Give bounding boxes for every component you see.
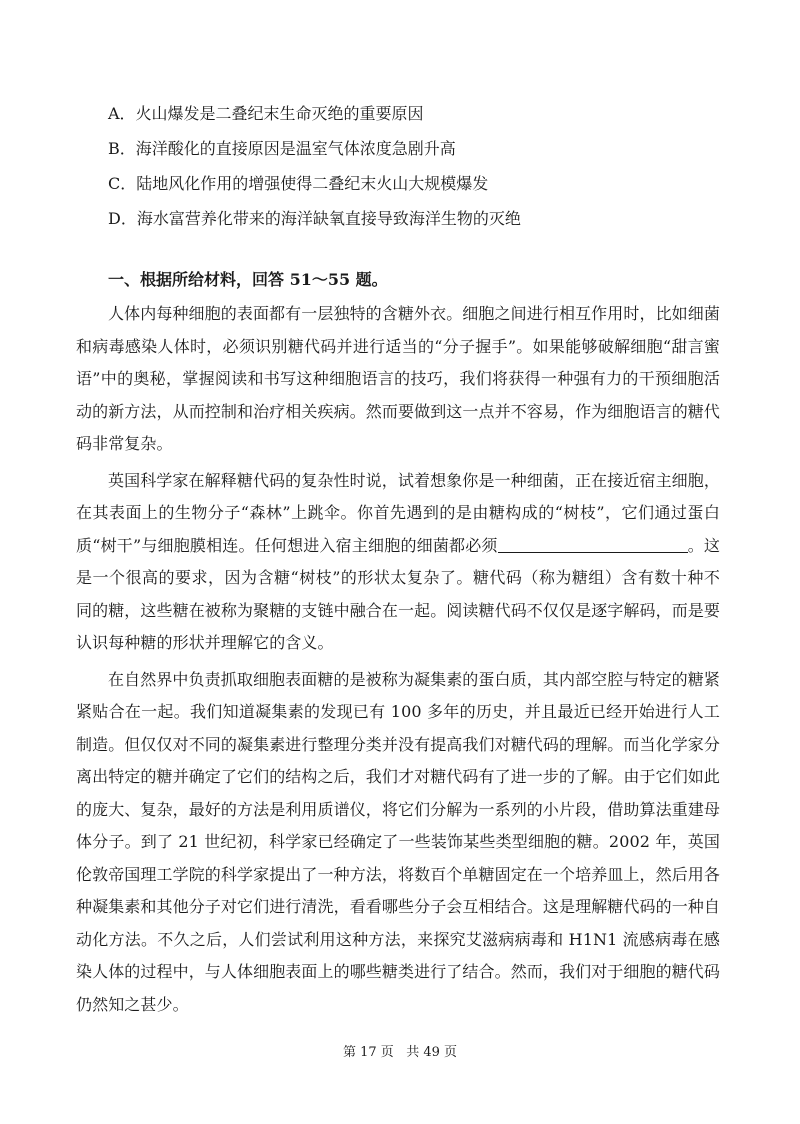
paragraph-2 [76,465,720,660]
option-d: D．海水富营养化带来的海洋缺氧直接导致海洋生物的灭绝 [108,209,521,228]
passage [76,298,720,1025]
fill-in-blank [498,536,688,553]
answer-options [108,96,728,236]
paragraph-2-part-2: 。这是一个很高的要求，因为含糖“树枝”的形状太复杂了。糖代码（称为糖组）含有数十种不同的糖，这些糖在被称为聚糖的支链中融合在一起。阅读糖代码不仅仅是逐字解码，而是要认识每种糖的形状并理解它的含义。 [76,535,721,652]
page-footer: 第 17 页 共 49 页 [342,1045,457,1060]
option-a: A．火山爆发是二叠纪末生命灭绝的重要原因 [108,104,424,123]
section-heading: 一、根据所给材料，回答 51～55 题。 [108,270,388,289]
paragraph-1: 人体内每种细胞的表面都有一层独特的含糖外衣。细胞之间进行相互作用时，比如细菌和病毒感染人体时，必须识别糖代码并进行适当的“分子握手”。如果能够破解细胞“甜言蜜语”中的奥秘，掌握阅读和书写这种细胞语言的技巧，我们将获得一种强有力的干预细胞活动的新方法，从而控制和治疗相关疾病。然而要做到这一点并不容易，作为细胞语言的糖代码非常复杂。 [76,304,721,453]
paragraph-2-part-1: 英国科学家在解释糖代码的复杂性时说，试着想象你是一种细菌，正在接近宿主细胞，在其表面上的生物分子“森林”上跳伞。你首先遇到的是由糖构成的“树枝”，它们通过蛋白质“树干”与细胞膜相连。任何想进入宿主细胞的细菌都必须 [76,470,720,555]
option-c: C．陆地风化作用的增强使得二叠纪末火山大规模爆发 [108,174,489,193]
option-b: B．海洋酸化的直接原因是温室气体浓度急剧升高 [108,139,456,158]
paragraph-3: 在自然界中负责抓取细胞表面糖的是被称为凝集素的蛋白质，其内部空腔与特定的糖紧紧贴合在一起。我们知道凝集素的发现已有 100 多年的历史，并且最近已经开始进行人工制造。但仅仅对不同的凝集素进行整理分类并没有提高我们对糖代码的理解。而当化学家分离出特定的糖并确定了它们的结构之后，我们才对糖代码有了进一步的了解。由于它们如此的庞大、复杂，最好的方法是利用质谱仪，将它们分解为一系列的小片段，借助算法重建母体分子。到了 21 世纪初，科学家已经确定了一些装饰某些类型细胞的糖。2002 年，英国伦敦帝国理工学院的科学家提出了一种方法，将数百个单糖固定在一个培养皿上，然后用各种凝集素和其他分子对它们进行清洗，看看哪些分子会互相结合。这是理解糖代码的一种自动化方法。不久之后，人们尝试利用这种方法，来探究艾滋病病毒和 H1N1 流感病毒在感染人体的过程中，与人体细胞表面上的哪些糖类进行了结合。然而，我们对于细胞的糖代码仍然知之甚少。 [76,669,721,1014]
